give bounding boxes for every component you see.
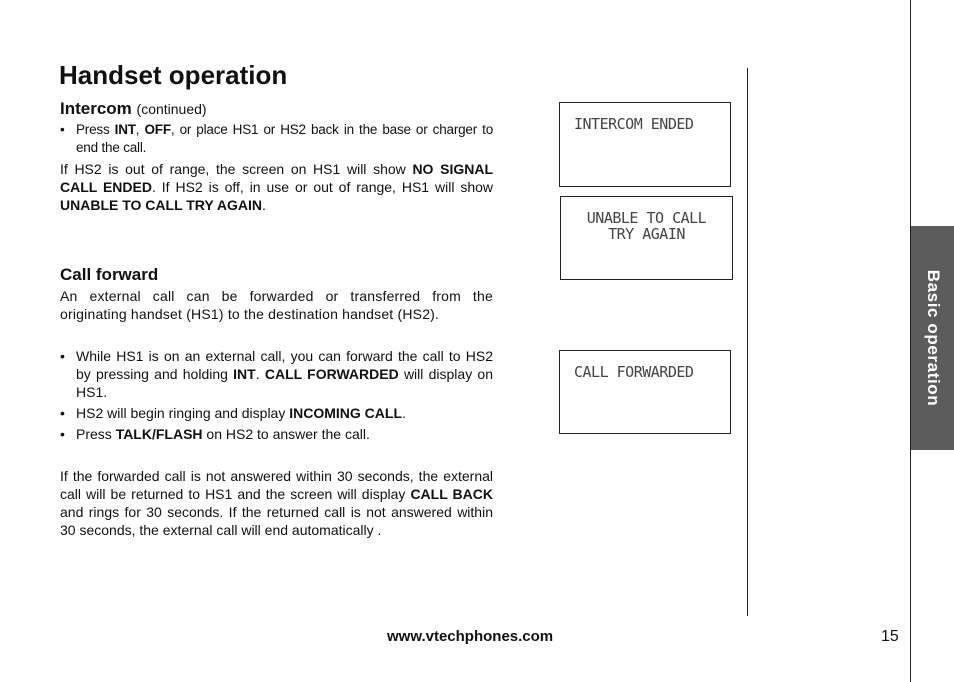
text-run: .	[402, 405, 406, 421]
lcd-text: INTERCOM ENDED	[574, 115, 694, 133]
bold-term: OFF	[144, 122, 171, 137]
call-forward-bullet-3	[60, 425, 493, 443]
lcd-screen-call-forwarded	[559, 350, 731, 434]
text-run: , or place HS1 or HS2 back in the base or charger to end the call.	[76, 122, 494, 155]
intercom-heading	[60, 99, 207, 119]
section-tab	[911, 226, 954, 450]
intercom-heading-text: Intercom	[60, 99, 132, 118]
lcd-screen-intercom-ended	[559, 102, 731, 187]
text-run: Press	[76, 426, 116, 442]
call-forward-heading: Call forward	[60, 265, 159, 284]
intercom-bullets	[60, 121, 493, 160]
bold-term: CALL BACK	[410, 486, 493, 502]
bold-term: INCOMING CALL	[289, 405, 402, 421]
bold-term: CALL FORWARDED	[264, 366, 399, 382]
call-forward-bullet-2	[60, 404, 493, 422]
lcd-text: UNABLE TO CALL	[586, 209, 707, 227]
text-run: HS2 will begin ringing and display	[76, 405, 290, 421]
page-title: Handset operation	[59, 60, 288, 90]
intercom-paragraph	[60, 160, 493, 214]
call-forward-closing	[60, 467, 493, 539]
text-run: While HS1 is on an external call, you can forward the call to HS2 by pressing and holding	[76, 348, 493, 382]
text-run: and rings for 30 seconds. If the returned call is not answered within 30 seconds, the external call will end automatically .	[60, 504, 493, 538]
bold-term: NO SIGNAL CALL ENDED	[60, 161, 493, 195]
intercom-heading-sub: (continued)	[136, 101, 207, 117]
text-run: Press	[76, 122, 115, 137]
bold-term: TALK/FLASH	[115, 426, 203, 442]
intercom-bullet	[60, 121, 493, 157]
lcd-text: CALL FORWARDED	[574, 363, 694, 381]
column-divider	[747, 68, 748, 616]
section-tab-label: Basic operation	[923, 269, 943, 407]
text-run: . If HS2 is off, in use or out of range, HS1 will show	[151, 179, 494, 195]
bold-term: INT	[114, 122, 136, 137]
text-run: on HS2 to answer the call.	[202, 426, 370, 442]
text-run: If the forwarded call is not answered within 30 seconds, the external call will be returned to HS1 and the screen will display	[60, 468, 493, 502]
text-run: will display on HS1.	[76, 366, 494, 400]
text-run: .	[261, 197, 266, 213]
bold-term: UNABLE TO CALL TRY AGAIN	[60, 197, 262, 213]
text-run: ,	[135, 122, 145, 137]
page-number: 15	[881, 628, 899, 645]
bold-term: INT	[233, 366, 256, 382]
call-forward-intro: An external call can be forwarded or transferred from the originating handset (HS1) to the destination handset (HS2).	[60, 288, 493, 322]
text-run: If HS2 is out of range, the screen on HS1 will show	[60, 161, 413, 177]
call-forward-bullets	[60, 347, 493, 446]
text-run: .	[255, 366, 265, 382]
footer-url: www.vtechphones.com	[387, 628, 554, 645]
lcd-screen-unable-to-call	[560, 196, 733, 280]
call-forward-bullet-1	[60, 347, 493, 401]
lcd-text: TRY AGAIN	[608, 225, 685, 243]
